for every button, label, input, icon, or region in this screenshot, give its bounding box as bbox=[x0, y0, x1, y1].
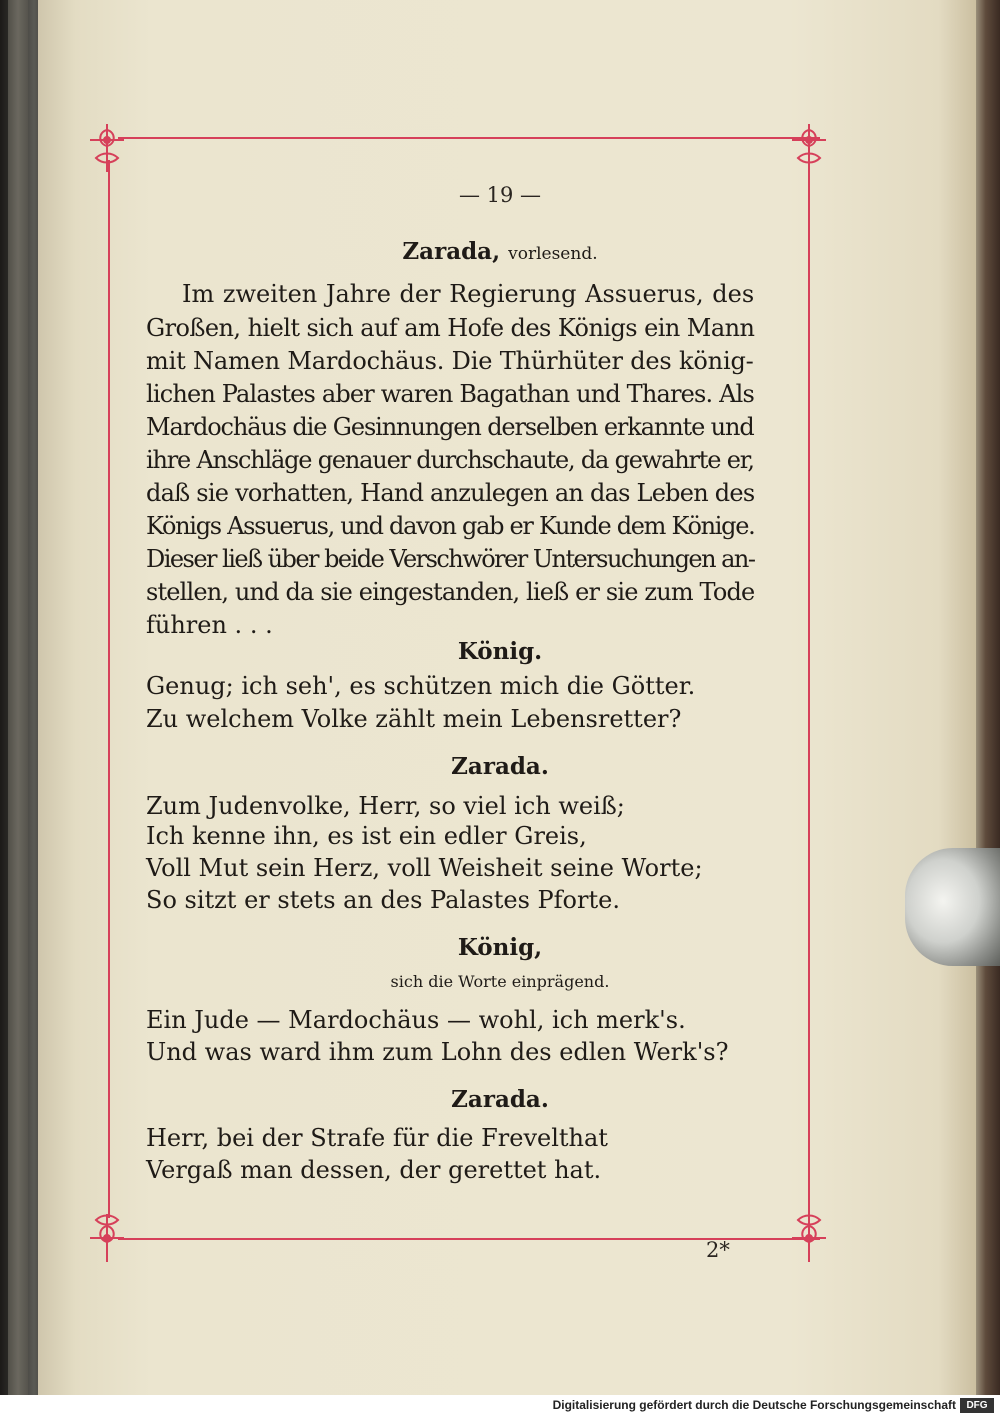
verse-line: Vergaß man dessen, der gerettet hat. bbox=[146, 1156, 602, 1184]
speaker-name: Zarada, bbox=[402, 238, 501, 265]
signature-mark: 2* bbox=[706, 1238, 730, 1262]
speaker-heading-zarada: Zarada. bbox=[451, 753, 549, 780]
corner-ornament-bottom-right bbox=[786, 1208, 832, 1268]
verse-line: Ein Jude — Mardochäus — wohl, ich merk's. bbox=[146, 1006, 686, 1034]
verse-line: Ich kenne ihn, es ist ein edler Greis, bbox=[146, 822, 587, 850]
frame-right bbox=[808, 160, 810, 1218]
text-line: ihre Anschläge genauer durchschaute, da gewahrte er, bbox=[146, 446, 754, 474]
text-line: führen . . . bbox=[146, 611, 273, 639]
text-line: mit Namen Mardochäus. Die Thürhüter des könig- bbox=[146, 347, 754, 375]
page-edge bbox=[976, 0, 1000, 1395]
page-clip bbox=[905, 848, 1000, 966]
footer-bar bbox=[0, 1395, 1000, 1417]
stage-direction: sich die Worte einprägend. bbox=[390, 972, 610, 991]
corner-ornament-top-right bbox=[786, 118, 832, 178]
verse-line: Und was ward ihm zum Lohn des edlen Werk's? bbox=[146, 1038, 729, 1066]
verse-line: Zum Judenvolke, Herr, so viel ich weiß; bbox=[146, 792, 625, 820]
corner-ornament-top-left bbox=[84, 118, 130, 178]
verse-line: Herr, bei der Strafe für die Frevelthat bbox=[146, 1124, 608, 1152]
text-line: Königs Assuerus, und davon gab er Kunde dem Könige. bbox=[146, 512, 755, 540]
text-line: daß sie vorhatten, Hand anzulegen an das Leben des bbox=[146, 479, 755, 507]
speaker-heading-koenig: König, bbox=[457, 934, 543, 961]
text-line: Großen, hielt sich auf am Hofe des Königs ein Mann bbox=[146, 314, 755, 342]
speaker-heading-zarada bbox=[0, 238, 1000, 265]
page-number: — 19 — bbox=[458, 183, 542, 207]
text-line: stellen, und da sie eingestanden, ließ er sie zum Tode bbox=[146, 578, 755, 606]
text-line: Dieser ließ über beide Verschwörer Untersuchungen an- bbox=[146, 545, 755, 573]
speaker-heading-koenig: König. bbox=[457, 638, 543, 665]
stage-direction: vorlesend. bbox=[508, 244, 598, 264]
verse-line: Genug; ich seh', es schützen mich die Götter. bbox=[146, 672, 696, 700]
text-line: Mardochäus die Gesinnungen derselben erkannte und bbox=[146, 413, 754, 441]
dfg-logo: DFG bbox=[960, 1398, 994, 1413]
text-line: Im zweiten Jahre der Regierung Assuerus, des bbox=[182, 280, 755, 308]
footer-credit: Digitalisierung gefördert durch die Deutsche Forschungsgemeinschaft bbox=[552, 1398, 956, 1412]
corner-ornament-bottom-left bbox=[84, 1208, 130, 1268]
text-line: lichen Palastes aber waren Bagathan und Thares. Als bbox=[146, 380, 754, 408]
speaker-heading-zarada: Zarada. bbox=[451, 1086, 549, 1113]
frame-top bbox=[118, 137, 820, 139]
verse-line: Voll Mut sein Herz, voll Weisheit seine Worte; bbox=[146, 854, 703, 882]
verse-line: So sitzt er stets an des Palastes Pforte. bbox=[146, 886, 620, 914]
verse-line: Zu welchem Volke zählt mein Lebensretter? bbox=[146, 705, 682, 733]
frame-left bbox=[108, 160, 110, 1218]
